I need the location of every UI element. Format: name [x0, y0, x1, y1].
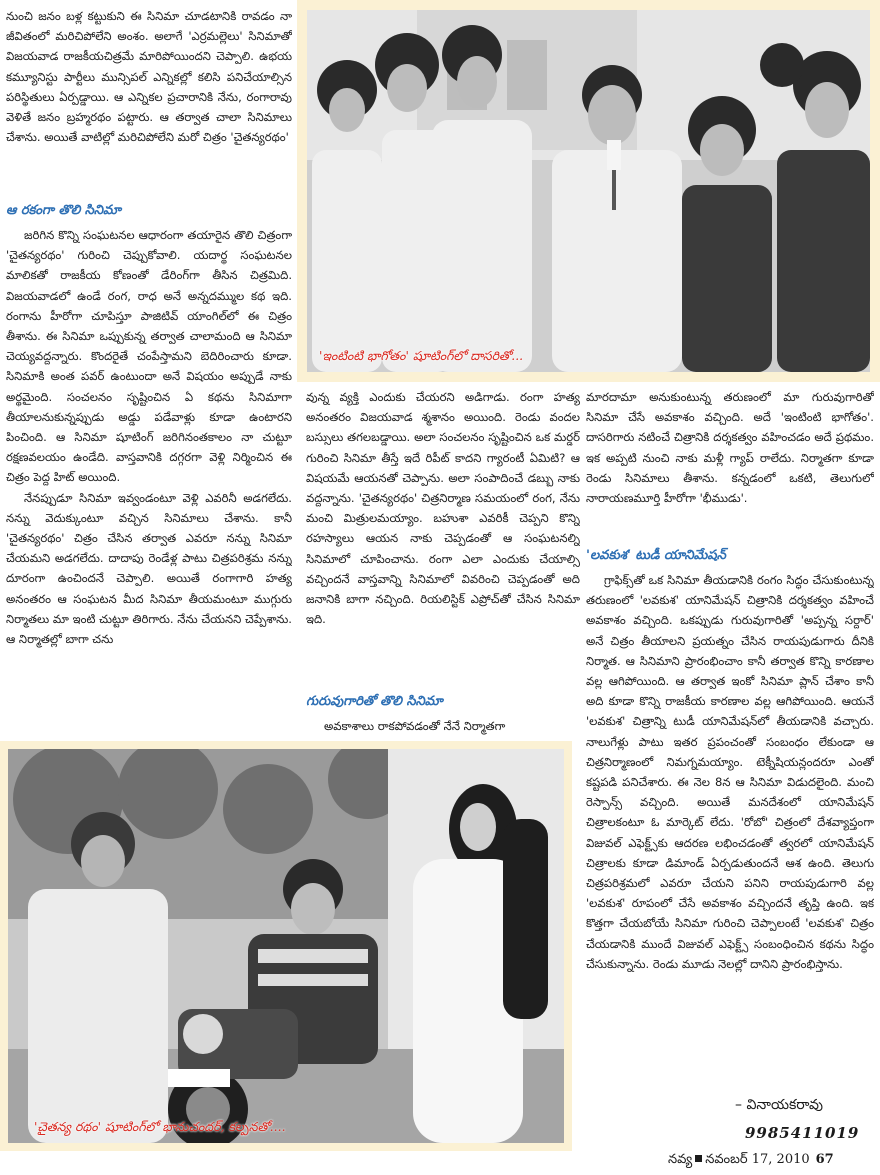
column1-top-text — [6, 6, 292, 194]
subhead-with-guru: గురువుగారితో తొలి సినిమా — [306, 694, 443, 709]
photo-bottom — [0, 741, 572, 1151]
column3-paragraph-1: మారదామా అనుకుంటున్న తరుణంలో మా గురువుగారితో సినిమా చేసే అవకాశం వచ్చింది. అదే 'ఇంటింటి భాగోతం'. దాసరిగారు నటించే చిత్రానికి దర్శకత్వం వహించడం అదే ప్రథమం. ఇక అప్పటి నుంచి నాకు మళ్లీ గ్యాప్ రాలేదు. నిర్మాతగా కూడా రెండు సినిమాలు తీశాను. కన్నడంలో ఒకటి, తెలుగులో నారాయణమూర్తి హీరోగా 'భీముడు'. — [586, 390, 874, 506]
column1-paragraph-3: నేనప్పుడూ సినిమా ఇవ్వండంటూ వెళ్లి ఎవరినీ అడగలేదు. నన్ను వెదుక్కుంటూ వచ్చిన సినిమాలు చేశాను. కానీ 'చైతన్యరథం' చిత్రం చేసిన తర్వాత ఎవరూ నన్ను సినిమా చేయమని అడగలేదు. దాదాపు రెండేళ్ల పాటు చిత్రపరిశ్రమ నన్ను దూరంగా ఉంచిందనే చెప్పాలి. అయితే రంగాగారి హత్య అనంతరం ఆ సంఘటన మీద సినిమా తీయమంటూ ముగ్గురు నిర్మాతలు మా ఇంటి చుట్టూ తిరిగారు. నేను చేయనని చెప్పేశాను. ఆ నిర్మాతల్లో బాగా చను — [6, 490, 292, 647]
column1-paragraph-1: నుంచి జనం బళ్ల కట్టుకుని ఈ సినిమా చూడటానికి రావడం నా జీవితంలో మరిచిపోలేని అంశం. అలాగే 'ఎర్రమల్లెలు' సినిమాతో విజయవాడ రాజకీయచిత్రమే మారిపోయిందని చెప్పాలి. ఉభయ కమ్యూనిస్టు పార్టీలు మున్సిపల్ ఎన్నికల్లో కలిసి పనిచేయాల్సిన పరిస్థితులు ఏర్పడ్డాయి. ఆ ఎన్నికల ప్రచారానికి నేను, రంగారావు వెళితే జనం బ్రహ్మరథం పట్టారు. ఆ తర్వాత చాలా సినిమాలు చేశాను. అయితే వాటిల్లో మరిచిపోలేని మరో చిత్రం 'చైతన్యరథం' — [6, 9, 292, 145]
column2-tail-text — [306, 716, 580, 738]
photo-top-caption: 'ఇంటింటి భాగోతం' షూటింగ్‌లో దాసరితో... — [319, 348, 524, 363]
page-footer — [668, 1152, 834, 1170]
author-byline: – వినాయకరావు — [735, 1097, 823, 1113]
footer-square-icon — [695, 1155, 702, 1162]
photo-top — [297, 0, 880, 382]
microphone-icon — [607, 140, 621, 170]
subhead-first-film: ఆ రకంగా తొలి సినిమా — [6, 203, 121, 218]
column3-paragraph-2: గ్రాఫిక్స్‌తో ఒక సినిమా తీయడానికి రంగం సిద్ధం చేసుకుంటున్న తరుణంలో 'లవకుశ' యానిమేషన్ చిత్రానికి దర్శకత్వం వహించే అవకాశం వచ్చింది. ఒకప్పుడు గురువుగారితో 'అప్పన్న సర్దార్' అనే చిత్రం తీయాలని ప్రయత్నం చేసిన రాయపుడుగారు దీనికి నిర్మాత. ఆ సినిమాని ప్రారంభించాం కానీ తర్వాత కొన్ని కారణాల వల్ల ఆగిపోయింది. ఆ తర్వాత ఇంకో సినిమా ప్లాన్ చేశాం కానీ అది కూడా కొన్ని రాజకీయ కారణాల వల్ల ఆగిపోయింది. ఆయనే 'లవకుశ' చిత్రాన్ని టుడీ యానిమేషన్‌లో తీయడానికి వచ్చారు. నాలుగేళ్లు పాటు ఇతర ప్రపంచంతో సంబంధం లేకుండా ఆ చిత్రనిర్మాణంలో నిమగ్నమయ్యాం. టెక్నీషియన్లందరూ ఎంతో కష్టపడి పనిచేశారు. ఈ నెల 8న ఆ సినిమా విడుదలైంది. మంచి రెస్పాన్స్ వచ్చింది. అయితే మనదేశంలో యానిమేషన్ చిత్రాలకంటూ ఓ మార్కెట్ లేదు. 'రోబో' చిత్రంలో దేశవ్యాప్తంగా విజువల్ ఎఫెక్ట్స్‌కు ఆదరణ లభించడంతో త్వరలో యానిమేషన్ చిత్రాలకు కూడా డిమాండ్ ఏర్పడుతుందనే ఆశ ఉంది. తెలుగు చిత్రపరిశ్రమలో ఎవరూ చేయని పనిని రాయపుడుగారి వల్ల 'లవకుశ' రూపంలో చేసే అవకాశం వచ్చిందనే తృప్తి ఉంది. ఇక కొత్తగా చేయబోయే సినిమా గురించి చెప్పాలంటే 'లవకుశ' చిత్రం చేయడానికి ముందే విజువల్ ఎఫెక్ట్స్ సంబంధించిన కథను సిద్ధం చేసుకున్నాను. రెండు మూడు నెలల్లో దానిని ప్రారంభిస్తాను. — [586, 573, 874, 971]
subhead-lavakusa-animation: 'లవకుశ' టుడీ యానిమేషన్ — [586, 548, 726, 563]
column2-paragraph-1: వున్న వ్యక్తి ఎందుకు చేయరని అడిగాడు. రంగా హత్య అనంతరం విజయవాడ శ్మశానం అయింది. రెండు వందల బస్సులు తగలబడ్డాయి. అలా సంచలనం సృష్టించిన ఒక మర్డర్ గురించి సినిమా తీస్తే ఇదే రిపీట్ కాదని గ్యారంటీ ఏమిటి? ఆ విషయమే ఆయనతో చెప్పాను. అలా సంపాదించే డబ్బు నాకు వద్దన్నాను. 'చైతన్యరథం' చిత్రనిర్మాణ సమయంలో రంగ, నేను మంచి మిత్రులమయ్యాం. బహుశా ఎవరికీ చెప్పని కొన్ని రహస్యాలు ఆయన నాకు చెప్పడంతో ఆ సంఘటనల్ని సినిమాలో చూపించాను. రంగా ఎలా ఎందుకు చేయాల్సి వచ్చిందనే వాస్తవాన్ని సినిమాలో వివరించి చెప్పడంతో అది జనానికి బాగా నచ్చింది. రియలిస్టిక్ ఎప్రోచ్‌తో చేసిన సినిమా ఇది. — [306, 390, 580, 627]
photo-bottom-caption: 'చైతన్య రథం' షూటింగ్‌లో భానుచందర్, కల్పనతో.... — [34, 1119, 286, 1134]
photo-bottom-image — [8, 749, 564, 1143]
column3-body-text — [586, 387, 874, 542]
photo-top-image — [307, 10, 870, 372]
column3-body-text-2 — [586, 570, 874, 1093]
license-plate — [168, 1069, 230, 1087]
footer-date: నవంబర్ 17, 2010 — [705, 1152, 810, 1167]
page-number: 67 — [815, 1152, 834, 1167]
column2-paragraph-2: అవకాశాలు రాకపోవడంతో నేనే నిర్మాతగా — [324, 719, 506, 733]
column1-body-text — [6, 225, 292, 740]
footer-magazine-name: నవ్య — [668, 1152, 693, 1167]
column1-paragraph-2: జరిగిన కొన్ని సంఘటనల ఆధారంగా తయారైన తొలి చిత్రంగా 'చైతన్యరథం' గురించి చెప్పుకోవాలి. యదార్థ సంఘటనల మాలికతో రాజకీయ కోణంతో డేరింగ్‌గా తీసిన చిత్రమిది. విజయవాడలో ఉండే రంగ, రాధ అనే అన్నదమ్ముల కథ ఇది. రంగాను హీరోగా చూపిస్తూ పాజిటివ్ యాంగిల్‌లో ఈ చిత్రం తీశాను. ఈ సినిమా ఒప్పుకున్న తర్వాత చాలామంది ఆ సినిమా చెయ్యవద్దన్నారు. కొందరైతే చంపేస్తామని బెదిరించారు కూడా. సినిమాకి అంత పవర్ ఉంటుందా అనే విషయం అప్పుడే నాకు అర్థమైంది. సంచలనం సృష్టించిన ఏ కథను సినిమాగా తీయాలనుకున్నప్పుడు అడ్డు పడేవాళ్లు కూడా ఉంటారని పించింది. ఆ సినిమా షూటింగ్ జరిగినంతకాలం నా చుట్టూ రక్షణవలయం ఉండేది. వాస్తవానికి దగ్గరగా వెళ్లి నిర్మించిన ఈ చిత్రం పెద్ద హిట్ అయింది. — [6, 228, 292, 485]
column2-body-text — [306, 387, 580, 683]
photo-top-illustration — [307, 10, 870, 372]
author-phone: 9985411019 — [745, 1124, 860, 1142]
photo-bottom-illustration — [8, 749, 564, 1143]
